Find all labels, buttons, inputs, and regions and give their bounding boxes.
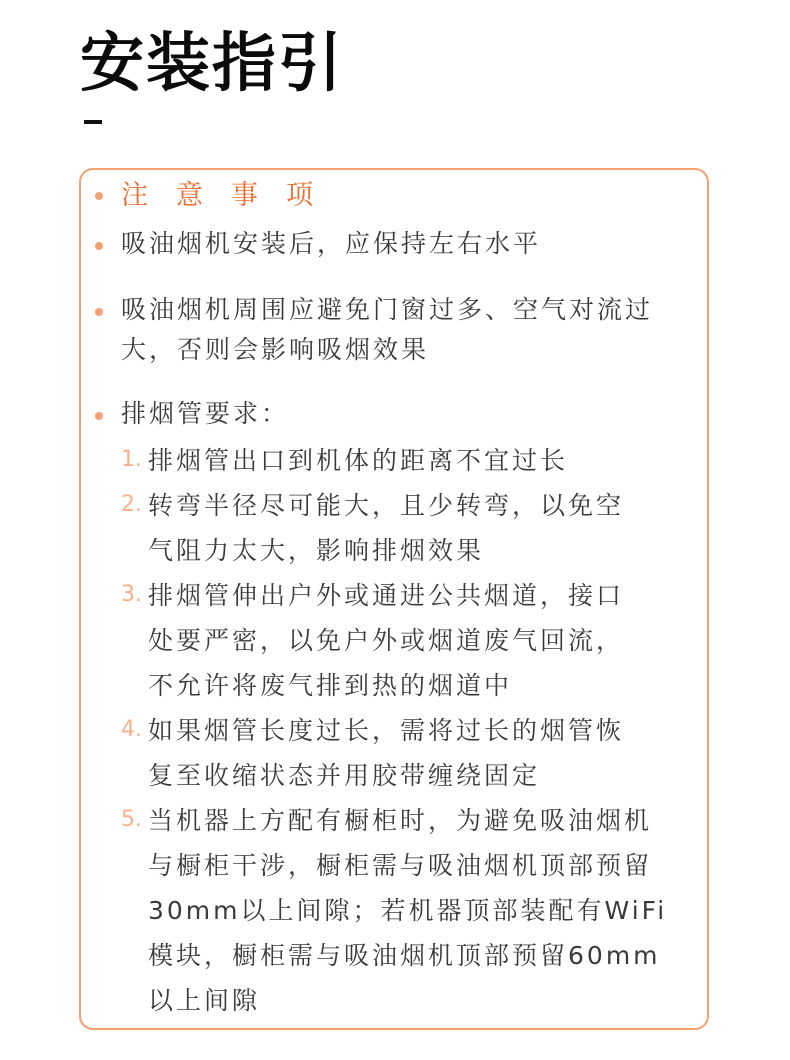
item-number: 4. bbox=[121, 717, 142, 742]
notice-text: 大，否则会影响吸烟效果 bbox=[121, 335, 430, 364]
title-divider bbox=[84, 120, 102, 124]
requirement-text: 排烟管伸出户外或通进公共烟道，接口 bbox=[148, 581, 625, 610]
bullet-icon bbox=[95, 242, 103, 250]
notice-text: 吸油烟机安装后，应保持左右水平 bbox=[121, 229, 542, 258]
bullet-icon bbox=[95, 192, 103, 200]
requirement-text: 气阻力太大，影响排烟效果 bbox=[148, 536, 485, 565]
notice-text: 吸油烟机周围应避免门窗过多、空气对流过 bbox=[121, 295, 654, 324]
notice-panel bbox=[79, 168, 709, 1030]
item-number: 3. bbox=[121, 582, 142, 607]
requirement-text: 排烟管出口到机体的距离不宜过长 bbox=[148, 446, 569, 475]
requirement-text: 模块，橱柜需与吸油烟机顶部预留60mm bbox=[148, 941, 661, 970]
bullet-icon bbox=[95, 308, 103, 316]
requirement-text: 与橱柜干涉，橱柜需与吸油烟机顶部预留 bbox=[148, 851, 653, 880]
requirement-text: 以上间隙 bbox=[148, 986, 261, 1015]
page-title: 安装指引 bbox=[80, 27, 344, 101]
item-number: 2. bbox=[121, 492, 142, 517]
notice-heading: 注意事项 bbox=[121, 180, 341, 211]
notice-text: 排烟管要求： bbox=[121, 399, 290, 428]
requirement-text: 不允许将废气排到热的烟道中 bbox=[148, 671, 513, 700]
requirement-text: 当机器上方配有橱柜时，为避免吸油烟机 bbox=[148, 806, 653, 835]
requirement-text: 处要严密，以免户外或烟道废气回流， bbox=[148, 626, 625, 655]
requirement-text: 30mm以上间隙；若机器顶部装配有WiFi bbox=[148, 896, 668, 925]
bullet-icon bbox=[95, 412, 103, 420]
requirement-text: 复至收缩状态并用胶带缠绕固定 bbox=[148, 761, 541, 790]
requirement-text: 如果烟管长度过长，需将过长的烟管恢 bbox=[148, 716, 625, 745]
requirement-text: 转弯半径尽可能大，且少转弯，以免空 bbox=[148, 491, 625, 520]
item-number: 1. bbox=[121, 447, 142, 472]
item-number: 5. bbox=[121, 807, 142, 832]
